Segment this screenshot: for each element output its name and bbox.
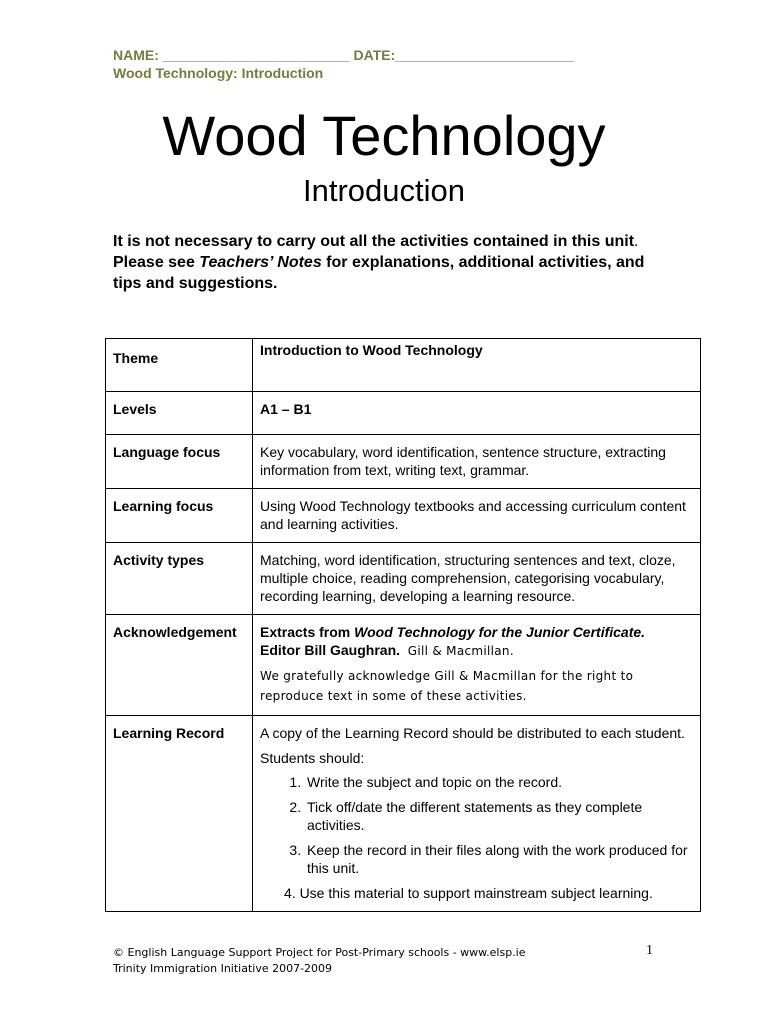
- students-should: Students should:: [260, 750, 365, 766]
- record-step-4: 4. Use this material to support mainstream subject learning.: [284, 885, 653, 901]
- theme-value: Introduction to Wood Technology: [253, 339, 701, 392]
- learning-record-value: [253, 716, 701, 912]
- page-subtitle: Introduction: [303, 173, 465, 208]
- teachers-notes-ref: Teachers’ Notes: [199, 254, 322, 271]
- learning-focus-label: Learning focus: [106, 489, 253, 543]
- page-header: [113, 46, 574, 82]
- ack-publisher: Gill & Macmillan.: [407, 644, 514, 658]
- table-row: [106, 489, 701, 543]
- page-title: Wood Technology: [162, 104, 606, 167]
- unit-subtitle: Wood Technology: Introduction: [113, 65, 324, 81]
- intro-note: [113, 231, 673, 294]
- activity-types-value: Matching, word identification, structuring sentences and text, cloze, multiple choice, reading comprehension, categorising vocabulary, recording learning, developing a learning resource.: [253, 543, 701, 615]
- page-number: 1: [646, 943, 653, 958]
- list-item: 1. Write the subject and topic on the record.: [305, 773, 694, 791]
- levels-label: Levels: [106, 392, 253, 435]
- table-row: [106, 339, 701, 392]
- acknowledgement-label: Acknowledgement: [106, 615, 253, 716]
- record-intro: A copy of the Learning Record should be distributed to each student.: [260, 725, 685, 741]
- note-line-2: [113, 252, 673, 294]
- page-footer: [113, 945, 526, 977]
- table-row: [106, 716, 701, 912]
- record-steps-list: [260, 773, 694, 877]
- table-row: [106, 392, 701, 435]
- unit-info-table: [105, 338, 701, 912]
- table-row: [106, 615, 701, 716]
- name-date-line: NAME: ________________________ DATE:_______________________: [113, 47, 575, 63]
- footer-copyright: © English Language Support Project for Post-Primary schools - www.elsp.ie: [113, 946, 526, 959]
- note-line-1-end: .: [634, 233, 639, 250]
- ack-thanks: We gratefully acknowledge Gill & Macmillan for the right to reproduce text in some of these activities.: [260, 669, 634, 703]
- ack-book-title: Wood Technology for the Junior Certificate.: [354, 624, 646, 640]
- note-line-2-pre: Please see: [113, 254, 200, 271]
- footer-initiative: Trinity Immigration Initiative 2007-2009: [113, 962, 333, 975]
- acknowledgement-value: [253, 615, 701, 716]
- learning-focus-value: Using Wood Technology textbooks and accessing curriculum content and learning activities.: [253, 489, 701, 543]
- note-line-2-post: for explanations, additional activities, and tips and suggestions.: [113, 254, 645, 292]
- ack-pre: Extracts from: [260, 624, 355, 640]
- language-focus-value: Key vocabulary, word identification, sentence structure, extracting information from text, writing text, grammar.: [253, 435, 701, 489]
- note-line-1: [113, 231, 673, 252]
- ack-source: [260, 623, 694, 660]
- theme-label: Theme: [106, 339, 253, 392]
- language-focus-label: Language focus: [106, 435, 253, 489]
- levels-value: A1 – B1: [253, 392, 701, 435]
- list-item: 2. Tick off/date the different statements as they complete activities.: [305, 798, 694, 834]
- table-row: [106, 543, 701, 615]
- activity-types-label: Activity types: [106, 543, 253, 615]
- ack-editor: Editor Bill Gaughran.: [260, 642, 401, 658]
- list-item: 3. Keep the record in their files along with the work produced for this unit.: [305, 841, 694, 877]
- table-row: [106, 435, 701, 489]
- learning-record-label: Learning Record: [106, 716, 253, 912]
- note-line-1-text: It is not necessary to carry out all the activities contained in this unit: [113, 233, 635, 250]
